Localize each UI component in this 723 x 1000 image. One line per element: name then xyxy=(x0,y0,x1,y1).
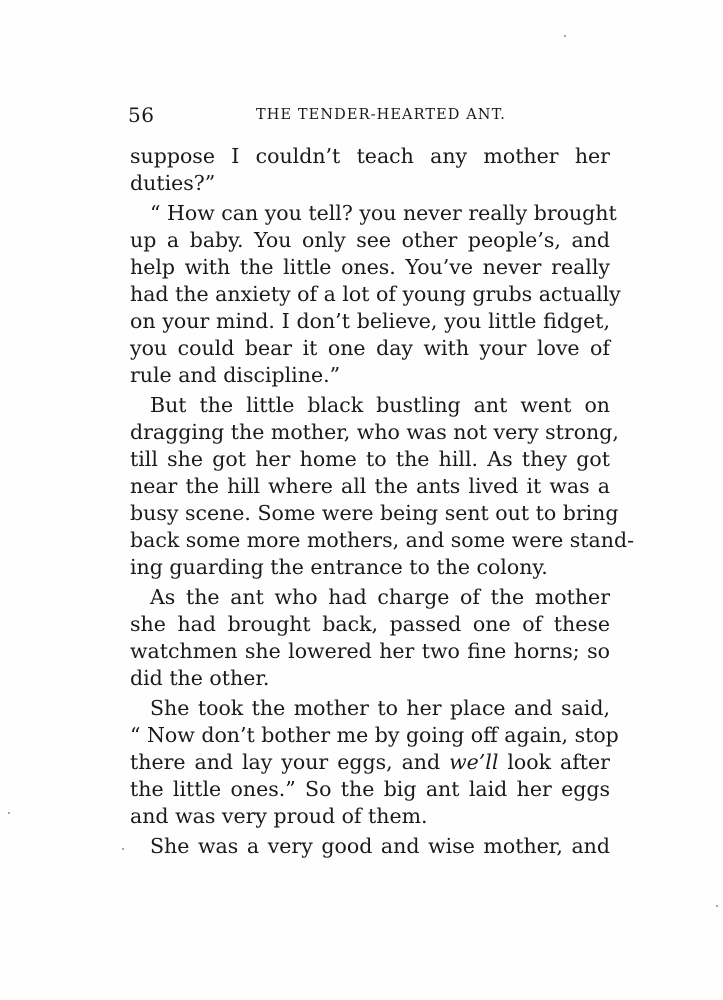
text-line: had the anxiety of a lot of young grubs actually xyxy=(130,282,621,306)
text-line: suppose I couldn’t teach any mother her xyxy=(130,144,610,168)
page-number: 56 xyxy=(128,103,155,127)
text-line: you could bear it one day with your love of xyxy=(130,336,610,360)
text-line: the little ones.” So the big ant laid her eggs xyxy=(130,777,610,801)
paper-speck xyxy=(564,35,566,37)
text-line: up a baby. You only see other people’s, and xyxy=(130,228,610,252)
text-line: She was a very good and wise mother, and xyxy=(150,834,610,858)
body-text xyxy=(130,143,635,860)
text-line: But the little black bustling ant went on xyxy=(150,393,610,417)
text-line: watchmen she lowered her two fine horns; so xyxy=(130,639,610,663)
text-line: “ How can you tell? you never really brought xyxy=(150,201,617,225)
text-line: on your mind. I don’t believe, you little fidget, xyxy=(130,309,610,333)
text-line: “ Now don’t bother me by going off again, stop xyxy=(130,723,619,747)
paper-speck xyxy=(716,905,718,907)
text-line: dragging the mother, who was not very strong, xyxy=(130,420,619,444)
text-line: help with the little ones. You’ve never really xyxy=(130,255,610,279)
text-line: duties?” xyxy=(130,171,216,195)
text-line: As the ant who had charge of the mother xyxy=(150,585,610,609)
text-line: and was very proud of them. xyxy=(130,804,428,828)
page-header xyxy=(128,103,610,127)
paper-speck xyxy=(122,848,124,850)
running-head: THE TENDER-HEARTED ANT. xyxy=(256,107,506,123)
text-line: she had brought back, passed one of these xyxy=(130,612,610,636)
paper-speck xyxy=(8,812,10,814)
text-line: did the other. xyxy=(130,666,270,690)
text-line: rule and discipline.” xyxy=(130,363,341,387)
text-line: She took the mother to her place and said, xyxy=(150,696,610,720)
text-line: there and lay your eggs, and we’ll look after xyxy=(130,750,610,774)
emphasized-text: we’ll xyxy=(449,750,499,774)
text-line: ing guarding the entrance to the colony. xyxy=(130,555,548,579)
text-line: back some more mothers, and some were stand- xyxy=(130,528,635,552)
text-line: busy scene. Some were being sent out to bring xyxy=(130,501,619,525)
text-line: till she got her home to the hill. As they got xyxy=(130,447,610,471)
text-line: near the hill where all the ants lived it was a xyxy=(130,474,610,498)
